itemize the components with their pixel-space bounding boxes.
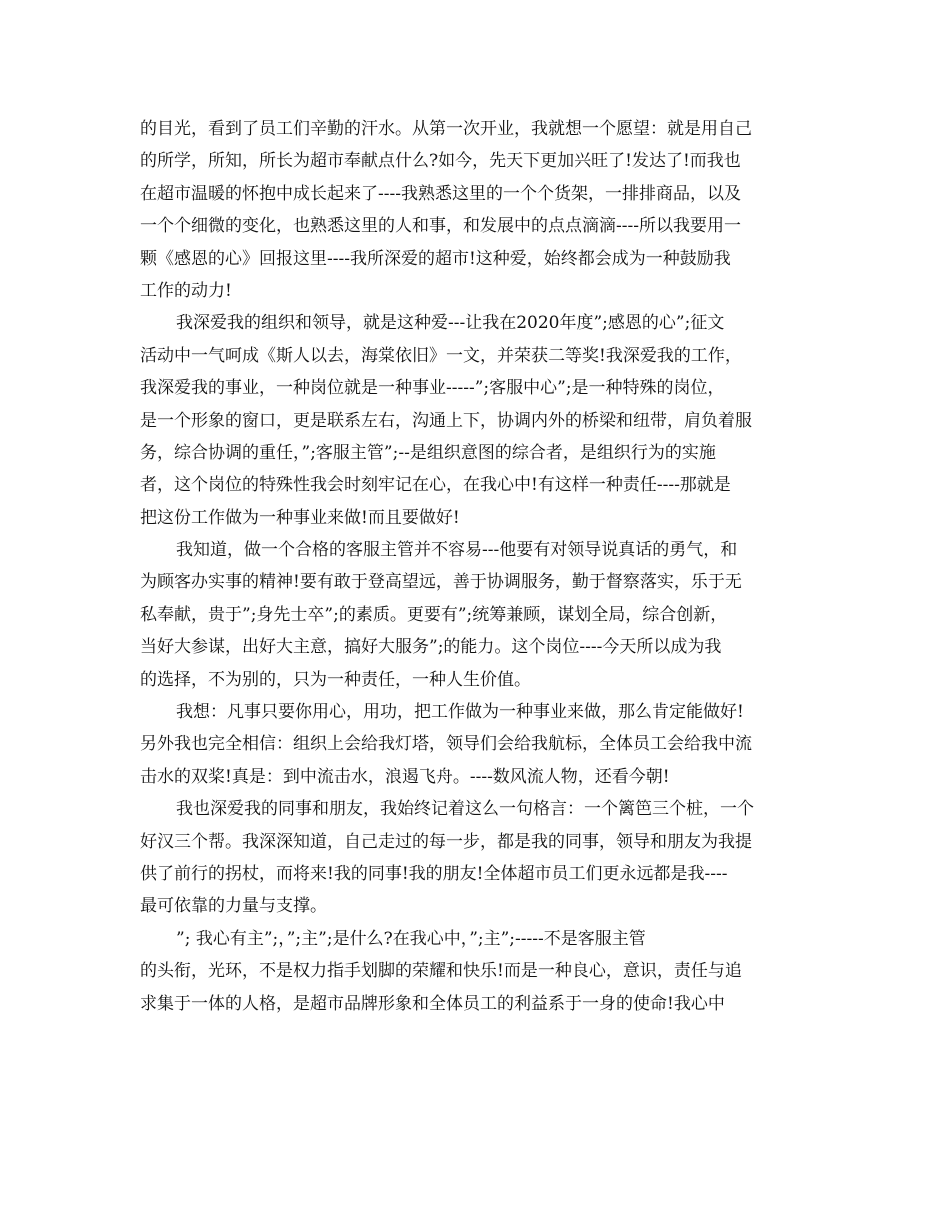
document-body (140, 113, 815, 1020)
text-line: 最可依靠的力量与支撑。 (140, 896, 327, 917)
text-line: 我深爱我的事业，一种岗位就是一种事业-----”;客服中心”;是一种特殊的岗位， (140, 378, 725, 399)
text-line: 当好大参谋，出好大主意，搞好大服务”;的能力。这个岗位----今天所以成为我 (140, 637, 722, 658)
text-line: 把这份工作做为一种事业来做!而且要做好! (140, 507, 460, 528)
text-line: 击水的双桨!真是：到中流击水，浪遏飞舟。----数风流人物，还看今朝! (140, 766, 670, 787)
text-line: 在超市温暖的怀抱中成长起来了----我熟悉这里的一个个货架，一排排商品，以及 (140, 183, 741, 204)
text-line: 为顾客办实事的精神!要有敢于登高望远，善于协调服务，勤于督察落实，乐于无 (140, 572, 742, 593)
text-line: 我想：凡事只要你用心，用功，把工作做为一种事业来做，那么肯定能做好! (176, 702, 744, 723)
text-line: 我也深爱我的同事和朋友，我始终记着这么一句格言：一个篱笆三个桩，一个 (176, 799, 754, 820)
text-line: 我深爱我的组织和领导，就是这种爱---让我在2020年度”;感恩的心”;征文 (176, 313, 725, 334)
text-line: 务，综合协调的重任，”;客服主管”;--是组织意图的综合者，是组织行为的实施 (140, 442, 716, 463)
text-line: 好汉三个帮。我深深知道，自己走过的每一步，都是我的同事，领导和朋友为我提 (140, 831, 752, 852)
paragraph-6 (140, 923, 815, 1020)
text-line: 的头衔，光环，不是权力指手划脚的荣耀和快乐!而是一种良心，意识，责任与追 (140, 961, 742, 982)
text-line: 供了前行的拐杖，而将来!我的同事!我的朋友!全体超市员工们更永远都是我---- (140, 863, 728, 884)
text-line: 的所学，所知，所长为超市奉献点什么?如今，先天下更加兴旺了!发达了!而我也 (140, 151, 741, 172)
paragraph-3 (140, 534, 815, 696)
text-line: 我知道，做一个合格的客服主管并不容易---他要有对领导说真话的勇气，和 (176, 540, 738, 561)
text-line: 工作的动力! (140, 280, 232, 301)
text-line: ”; 我心有主”;，”;主”;是什么?在我心中，”;主”;-----不是客服主管 (176, 928, 646, 949)
text-line: 颗《感恩的心》回报这里----我所深爱的超市!这种爱，始终都会成为一种鼓励我 (140, 248, 731, 269)
text-line: 活动中一气呵成《斯人以去，海棠依旧》一文，并荣获二等奖!我深爱我的工作， (140, 345, 742, 366)
text-line: 者，这个岗位的特殊性我会时刻牢记在心，在我心中!有这样一种责任----那就是 (140, 475, 731, 496)
paragraph-2 (140, 307, 815, 534)
text-line: 求集于一体的人格，是超市品牌形象和全体员工的利益系于一身的使命!我心中 (140, 993, 725, 1014)
paragraph-4 (140, 696, 815, 793)
text-line: 是一个形象的窗口，更是联系左右，沟通上下，协调内外的桥梁和纽带，肩负着服 (140, 410, 752, 431)
paragraph-1 (140, 113, 815, 307)
text-line: 一个个细微的变化，也熟悉这里的人和事，和发展中的点点滴滴----所以我要用一 (140, 216, 741, 237)
paragraph-5 (140, 793, 815, 923)
text-line: 另外我也完全相信：组织上会给我灯塔，领导们会给我航标，全体员工会给我中流 (140, 734, 752, 755)
text-line: 的目光，看到了员工们辛勤的汗水。从第一次开业，我就想一个愿望：就是用自己 (140, 119, 752, 139)
text-line: 的选择，不为别的，只为一种责任，一种人生价值。 (140, 669, 531, 690)
text-line: 私奉献，贵于”;身先士卒”;的素质。更要有”;统筹兼顾，谋划全局，综合创新， (140, 604, 728, 625)
